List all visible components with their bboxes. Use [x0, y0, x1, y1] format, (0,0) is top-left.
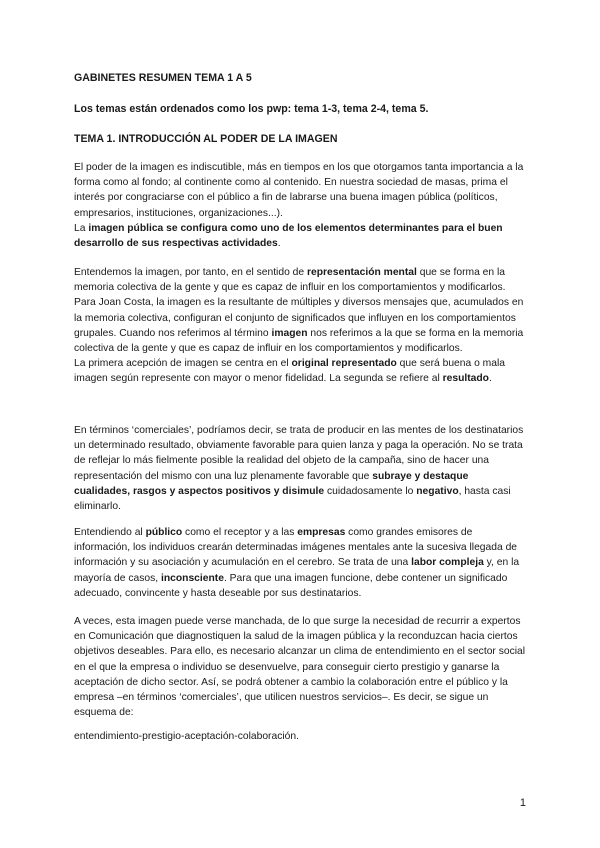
paragraph-5-text: A veces, esta imagen puede verse manchada, de lo que surge la necesidad de recurrir a expertos en Comunicación que diagnostiquen la salud de la imagen pública y la reconduzcan hacia ciertos objetivos deseables. Para ello, es necesario alcanzar un clima de entendimiento en el sector social en el que la empresa o individuo se desenvuelve, para conseguir cierto prestigio y ganarse la aceptación de dicho sector. Así, se podrá obtener a cambio la colaboración entre el público y la empresa –en términos ‘comerciales’, que utilicen nuestros servicios–. Es decir, se sigue un esquema de:: [74, 616, 526, 719]
paragraph-4-bold-publico: público: [145, 527, 183, 538]
document-header-title: GABINETES RESUMEN TEMA 1 A 5: [74, 72, 252, 84]
paragraph-3-bold-negativo: negativo: [416, 485, 459, 497]
paragraph-3-text-2: cuidadosamente lo: [324, 485, 417, 497]
paragraph-4-text: Entendiendo al: [74, 527, 146, 538]
paragraph-4-bold-labor: labor compleja: [411, 557, 484, 569]
paragraph-3: [74, 423, 526, 514]
paragraph-1-text-2: La: [74, 222, 89, 234]
paragraph-2-text-2: que se forma en la memoria colectiva de la gente y que es capaz de influir en los comportamientos y modificarlos. Para Joan Costa, la imagen es la resultante de múltiples y diversos mensajes que, acumulados en la memoria colectiva, configuran el conjunto de significados que influyen en los comportamientos grupales. Cuando nos referimos al término: [74, 267, 524, 339]
paragraph-2: [74, 265, 526, 387]
paragraph-3-text-3: , hasta casi eliminarlo.: [74, 485, 511, 513]
scheme-line: entendimiento-prestigio-aceptación-colaboración.: [74, 731, 299, 742]
section-heading: TEMA 1. INTRODUCCIÓN AL PODER DE LA IMAGEN: [74, 133, 338, 145]
paragraph-2-text-6: .: [488, 373, 492, 385]
paragraph-4: [74, 525, 526, 601]
paragraph-1: [74, 160, 526, 251]
paragraph-2-text-4: La primera acepción de imagen se centra en el: [74, 358, 292, 370]
paragraph-2-bold-imagen: imagen: [271, 327, 308, 339]
paragraph-3-text: En términos ‘comerciales’, podríamos decir, se trata de producir en las mentes de los destinatarios un determinado resultado, obviamente favorable para quien lanza y paga la operación. No se trata de reflejar lo más fielmente posible la realidad del objeto de la campaña, sino de hacer una representación del mismo con una luz plenamente favorable que: [74, 425, 524, 482]
paragraph-5: [74, 614, 526, 720]
paragraph-2-text-5: que será buena o mala imagen según represente con mayor o menor fidelidad. La segunda se refiere al: [74, 358, 506, 385]
paragraph-4-text-4: y, en la mayoría de casos,: [74, 557, 520, 584]
topic-order-note: Los temas están ordenados como los pwp: tema 1-3, tema 2-4, tema 5.: [74, 103, 429, 115]
paragraph-4-text-5: . Para que una imagen funcione, debe contener un significado adecuado, convincente y hasta deseable por sus destinatarios.: [74, 572, 508, 599]
paragraph-4-bold-inconsciente: inconsciente: [161, 572, 224, 584]
paragraph-4-text-2: como el receptor y a las: [182, 527, 298, 538]
paragraph-2-text: Entendemos la imagen, por tanto, en el sentido de: [74, 267, 307, 278]
paragraph-4-text-3: como grandes emisores de información, los individuos crearán determinadas imágenes mentales ante la sucesiva llegada de información y su asociación y acumulación en el cerebro. Se trata de una: [74, 527, 518, 569]
page-number: 1: [519, 797, 526, 809]
paragraph-3-bold-subraye: subraye y destaque cualidades, rasgos y aspectos positivos y disimule: [74, 470, 469, 497]
paragraph-2-bold-original: original representado: [291, 358, 397, 370]
paragraph-1-bold: imagen pública se configura como uno de los elementos determinantes para el buen desarrollo de sus respectivas actividades: [74, 222, 503, 250]
paragraph-1-text: El poder de la imagen es indiscutible, más en tiempos en los que otorgamos tanta importancia a la forma como al fondo; al continente como al contenido. En nuestra sociedad de masas, prima el interés por congraciarse con el público a fin de labrarse una buena imagen pública (políticos, empresarios, instituciones, organizaciones...).: [74, 162, 524, 219]
paragraph-1-text-3: .: [277, 238, 281, 250]
paragraph-4-bold-empresas: empresas: [297, 527, 346, 538]
paragraph-2-bold-resultado: resultado: [442, 373, 489, 385]
paragraph-2-bold-representacion: representación mental: [306, 267, 417, 278]
paragraph-2-text-3: nos referimos a la que se forma en la memoria colectiva de la gente y que es capaz de influir en los comportamientos y modificarlos.: [74, 327, 524, 355]
